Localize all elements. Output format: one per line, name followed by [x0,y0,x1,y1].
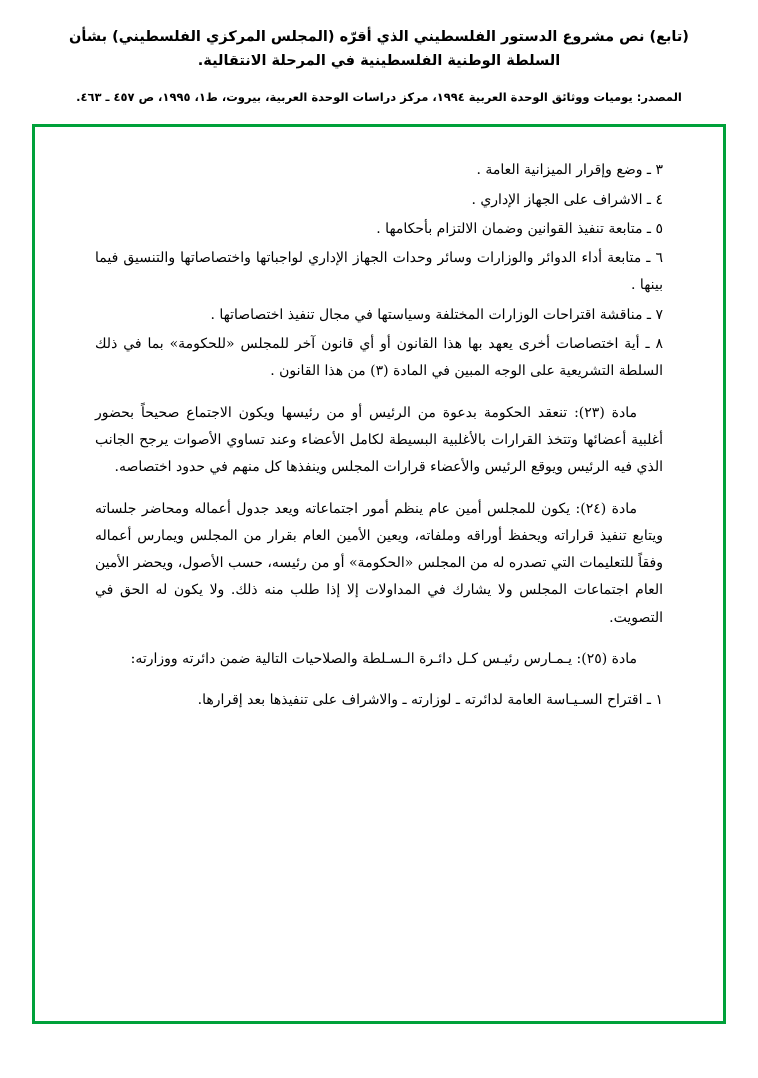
article-23: مادة (٢٣): تنعقد الحكومة بدعوة من الرئيس أو من رئيسها ويكون الاجتماع صحيحاً بحضور أغلبية أعضائها وتتخذ القرارات بالأغلبية البسيطة لكامل الأعضاء وعند تساوي الأصوات يرجح الجانب الذي فيه الرئيس ويوقع الرئيس والأعضاء قرارات المجلس وينفذها كل منهم في حدود اختصاصه. [95,404,663,476]
clause-item: ٨ ـ أية اختصاصات أخرى يعهد بها هذا القانون أو أي قانون آخر للمجلس «للحكومة» بما في ذلك السلطة التشريعية على الوجه المبين في المادة (٣) من هذا القانون . [95,336,663,380]
clause-item: ٥ ـ متابعة تنفيذ القوانين وضمان الالتزام بأحكامها . [376,220,663,237]
clause-item: ٧ ـ مناقشة اقتراحات الوزارات المختلفة وسياستها في مجال تنفيذ اختصاصاتها . [210,306,663,323]
clause-item: ٤ ـ الاشراف على الجهاز الإداري . [471,191,663,208]
document-body [95,157,663,714]
page-title: (تابع) نص مشروع الدستور الفلسطيني الذي أقرّه (المجلس المركزي الفلسطيني) بشأن السلطة الوطنية الفلسطينية في المرحلة الانتقالية. [69,29,689,69]
clause-item: ٦ ـ متابعة أداء الدوائر والوزارات وسائر وحدات الجهاز الإداري لواجباتها واختصاصاتها والتنسيق فيما بينها . [95,250,663,294]
source-line: المصدر: يوميات ووثائق الوحدة العربية ١٩٩٤، مركز دراسات الوحدة العربية، بيروت، ط١، ١٩٩٥، ص ٤٥٧ ـ ٤٦٣. [76,89,682,104]
clause-item: ٣ ـ وضع وإقرار الميزانية العامة . [476,162,663,179]
document-header [30,26,728,106]
article-25: مادة (٢٥): يـمـارس رئيـس كـل دائـرة الـسـلطة والصلاحيات التالية ضمن دائرته ووزارته: [130,650,637,667]
clause-item: ١ ـ اقتراح السـيـاسة العامة لدائرته ـ لوزارته ـ والاشراف على تنفيذها بعد إقرارها. [197,692,663,709]
content-frame [32,124,726,1024]
article-24: مادة (٢٤): يكون للمجلس أمين عام ينظم أمور اجتماعاته ويعد جدول أعماله ومحاضر جلساته ويتابع تنفيذ قراراته ويحفظ أوراقه وملفاته، ويعين الأمين العام بقرار من المجلس ويمارس أعماله وفقاً للتعليمات التي تصدره له من المجلس «الحكومة» أو من رئيسه، حسب الأصول، ويحضر الأمين العام اجتماعات المجلس ولا يشارك في المداولات إلا إذا طلب منه ذلك. ولا يكون له الحق في التصويت. [95,500,663,626]
